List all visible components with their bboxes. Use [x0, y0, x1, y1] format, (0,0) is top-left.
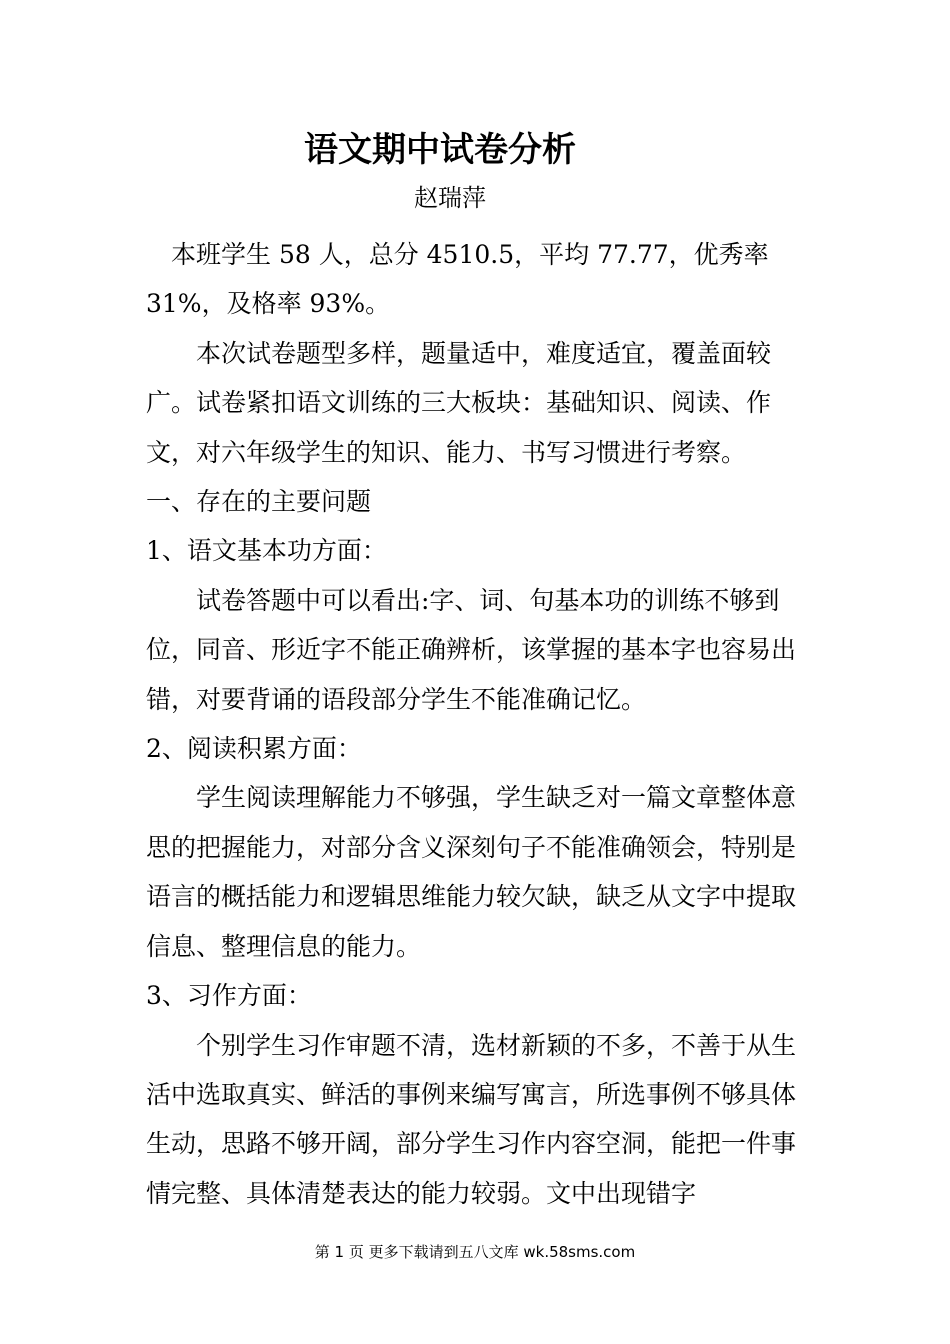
document-body: [146, 230, 810, 1218]
subheading-writing: 3、习作方面：: [146, 981, 312, 1011]
class-stats-paragraph: 本班学生 58 人，总分 4510.5，平均 77.77，优秀率 31%，及格率 93%。: [146, 240, 769, 319]
subheading-basics: 1、语文基本功方面：: [146, 536, 387, 566]
writing-paragraph: 个别学生习作审题不清，选材新颖的不多，不善于从生活中选取真实、鲜活的事例来编写寓言，所选事例不够具体生动，思路不够开阔，部分学生习作内容空洞，能把一件事情完整、具体清楚表达的能力较弱。文中出现错字: [146, 1030, 797, 1208]
page-footer: 第 1 页 更多下载请到五八文库 wk.58sms.com: [314, 1243, 636, 1261]
basics-paragraph: 试卷答题中可以看出:字、词、句基本功的训练不够到位，同音、形近字不能正确辨析，该掌握的基本字也容易出错，对要背诵的语段部分学生不能准确记忆。: [146, 585, 797, 714]
exam-overview-paragraph: 本次试卷题型多样，题量适中，难度适宜，覆盖面较广。试卷紧扣语文训练的三大板块：基础知识、阅读、作文，对六年级学生的知识、能力、书写习惯进行考察。: [146, 338, 772, 467]
document-title: 语文期中试卷分析: [304, 130, 576, 170]
section-heading-problems: 一、存在的主要问题: [146, 487, 372, 517]
reading-paragraph: 学生阅读理解能力不够强，学生缺乏对一篇文章整体意思的把握能力，对部分含义深刻句子不能准确领会，特别是语言的概括能力和逻辑思维能力较欠缺，缺乏从文字中提取信息、整理信息的能力。: [146, 783, 797, 961]
author-name: 赵瑞萍: [414, 184, 486, 212]
subheading-reading: 2、阅读积累方面：: [146, 734, 362, 764]
